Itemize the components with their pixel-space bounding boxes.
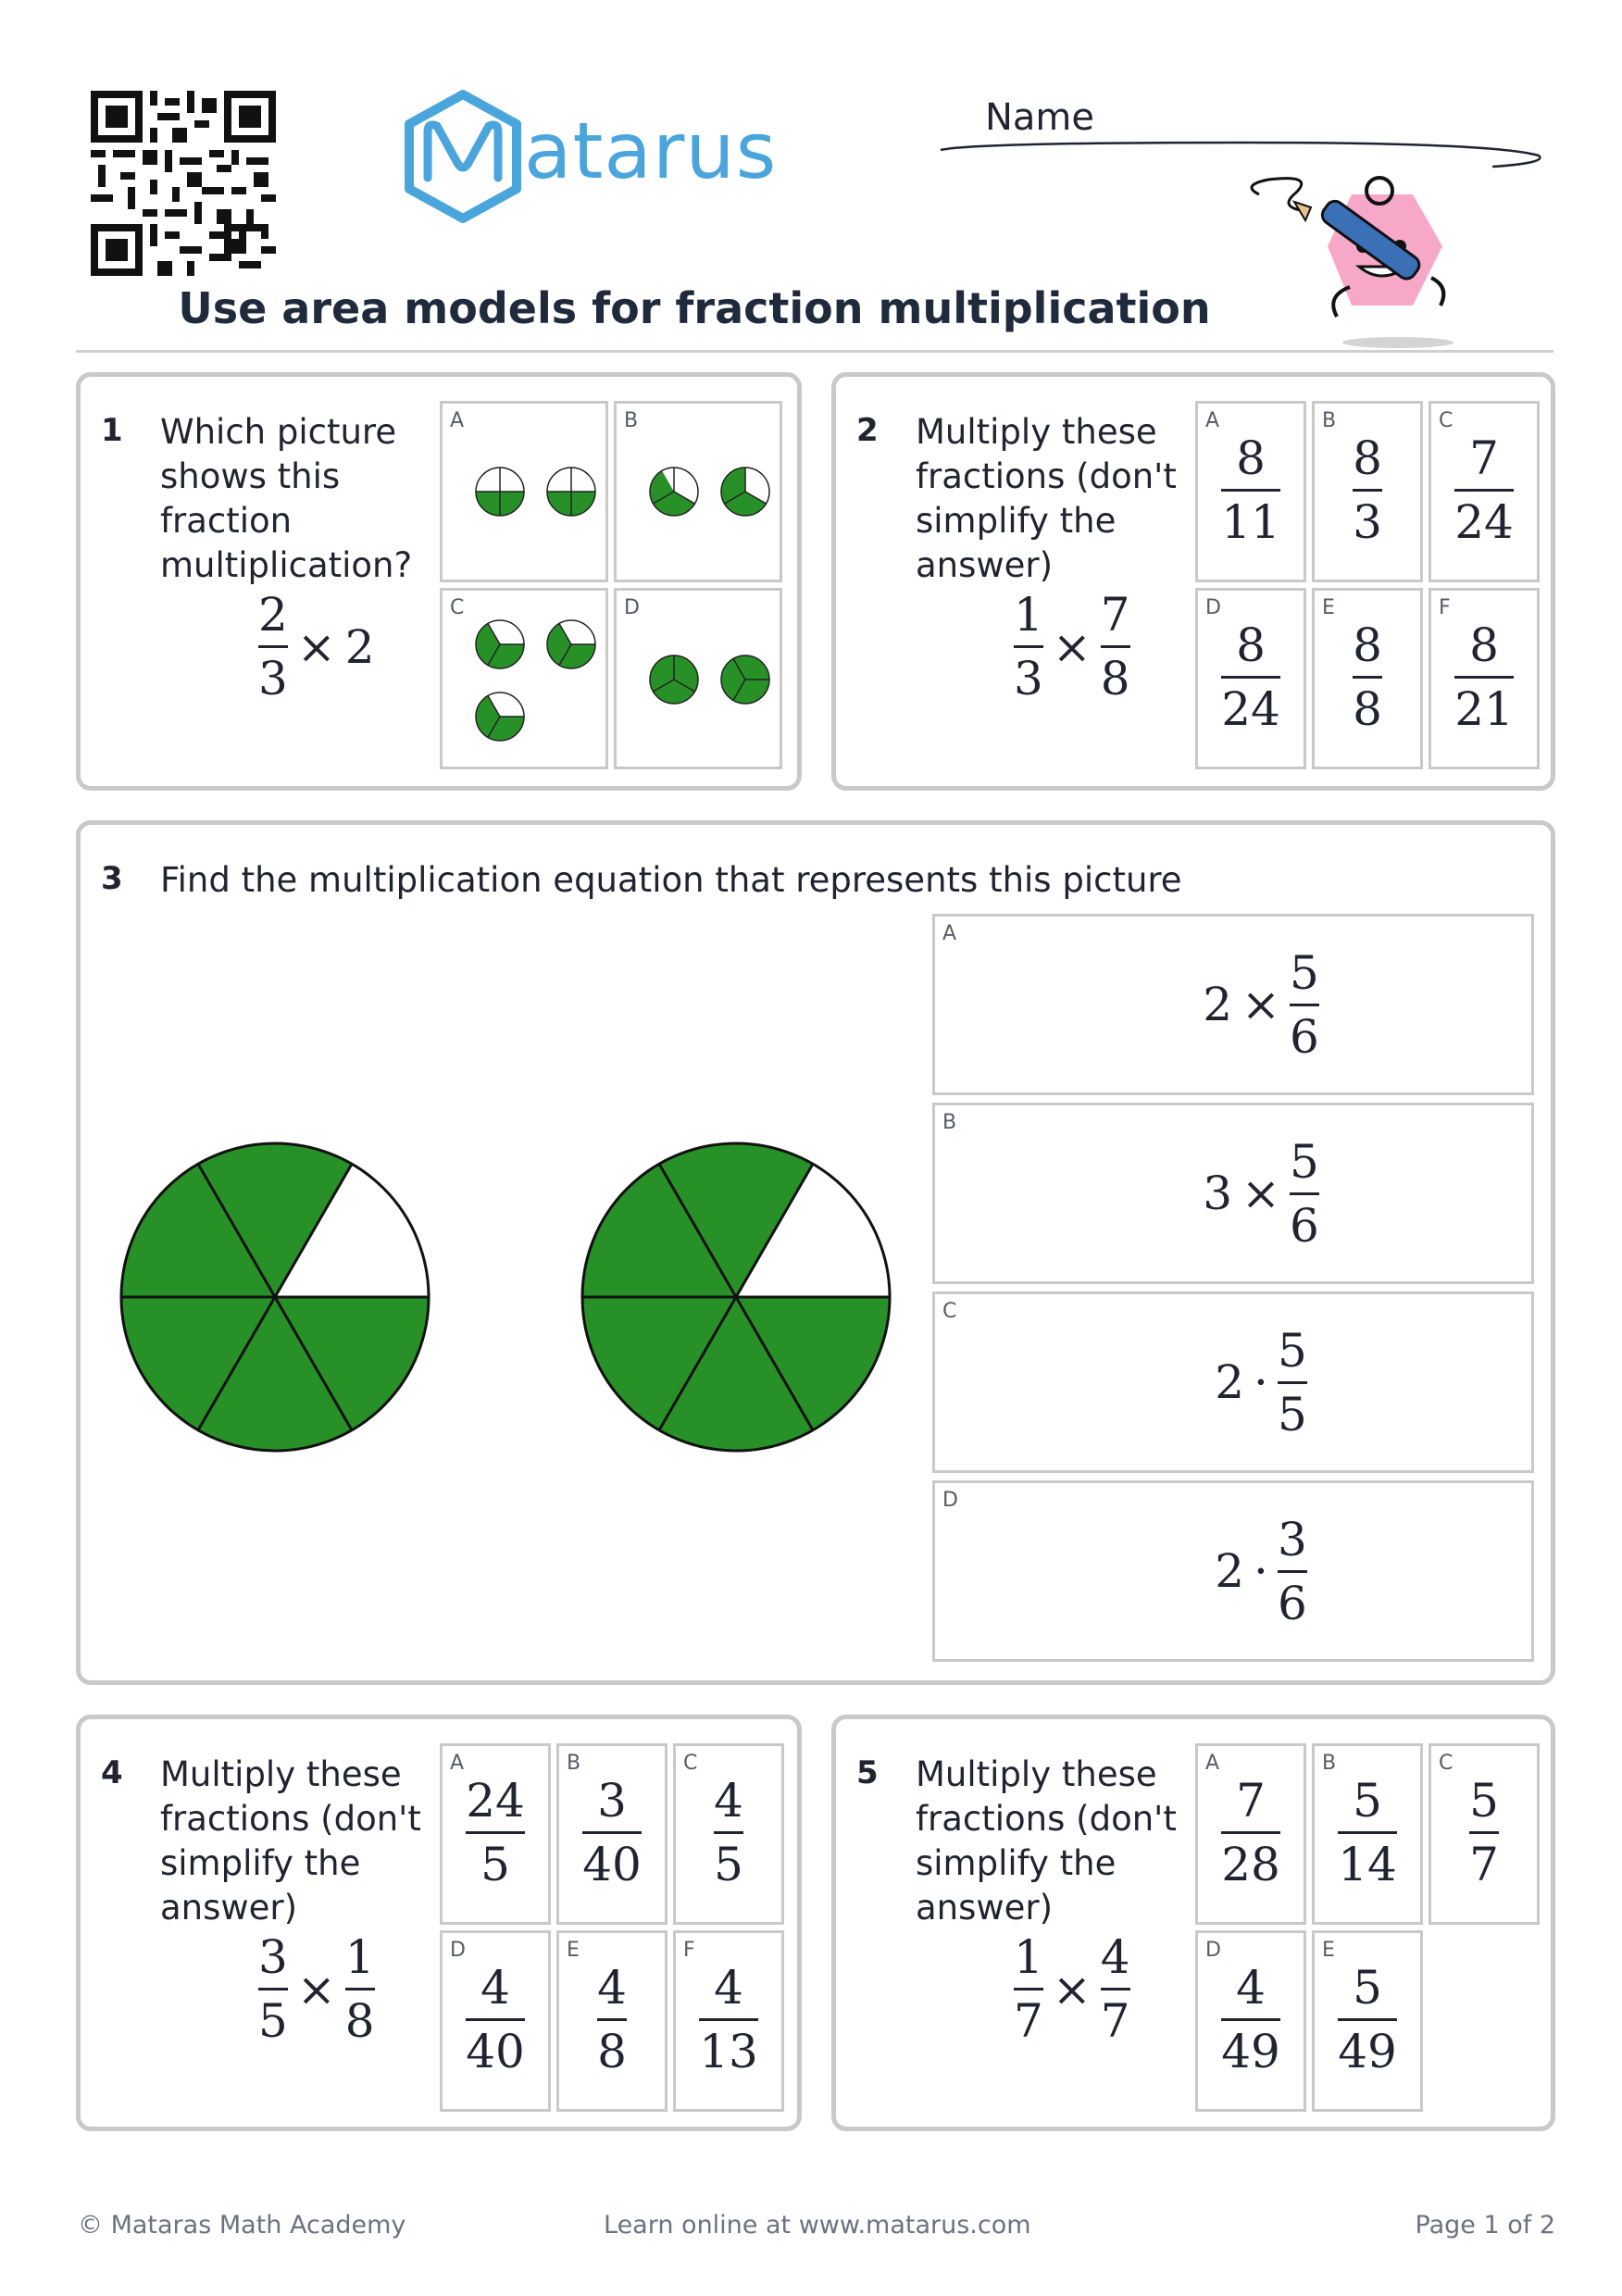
option-c[interactable]: C $\frac{5}{7}$ bbox=[1429, 1743, 1540, 1925]
option-e[interactable]: E $\frac{5}{49}$ bbox=[1312, 1930, 1423, 2112]
question-1-panel bbox=[76, 372, 802, 791]
option-a[interactable]: A $\frac{7}{28}$ bbox=[1195, 1743, 1306, 1925]
option-a[interactable]: A $\frac{24}{5}$ bbox=[440, 1743, 551, 1925]
question-text: Find the multiplication equation that represents this picture bbox=[160, 860, 1182, 900]
option-c[interactable]: C $\frac{7}{24}$ bbox=[1429, 401, 1540, 582]
footer-page-number: Page 1 of 2 bbox=[1415, 2211, 1555, 2240]
question-4-panel bbox=[76, 1715, 802, 2131]
question-text: Multiply these fractions (don't simplify the answer) bbox=[916, 412, 1177, 585]
fraction-circles bbox=[443, 404, 611, 585]
option-b[interactable]: B $\frac{3}{40}$ bbox=[556, 1743, 668, 1925]
question-text: Multiply these fractions (don't simplify the answer) bbox=[916, 1754, 1177, 1928]
option-a[interactable]: A 2 × $\frac{5}{6}$ bbox=[932, 914, 1534, 1095]
option-b[interactable]: B $\frac{8}{3}$ bbox=[1312, 401, 1423, 582]
question-2-panel bbox=[831, 372, 1555, 791]
question-5-panel bbox=[831, 1715, 1555, 2131]
question-expression: $\frac{1}{3}$ × $\frac{7}{8}$ bbox=[1014, 588, 1130, 705]
option-d[interactable]: D $\frac{4}{49}$ bbox=[1195, 1930, 1306, 2112]
option-e[interactable]: E $\frac{4}{8}$ bbox=[556, 1930, 668, 2112]
fraction-circles bbox=[617, 404, 785, 585]
option-b[interactable]: B $\frac{5}{14}$ bbox=[1312, 1743, 1423, 1925]
title-divider bbox=[76, 350, 1553, 353]
question-number: 3 bbox=[101, 860, 123, 897]
footer-website-link[interactable]: Learn online at www.matarus.com bbox=[604, 2211, 1031, 2240]
fraction-picture bbox=[108, 1130, 905, 1464]
option-f[interactable]: F $\frac{4}{13}$ bbox=[673, 1930, 784, 2112]
option-d[interactable]: D $\frac{4}{40}$ bbox=[440, 1930, 551, 2112]
logo-text: atarus bbox=[524, 106, 778, 196]
option-c[interactable]: C 2 · $\frac{5}{5}$ bbox=[932, 1292, 1534, 1473]
question-number: 1 bbox=[101, 412, 123, 449]
question-3-panel bbox=[76, 820, 1555, 1685]
fraction-circles bbox=[443, 591, 611, 772]
option-e[interactable]: E $\frac{8}{8}$ bbox=[1312, 588, 1423, 769]
option-d[interactable]: D 2 · $\frac{3}{6}$ bbox=[932, 1480, 1534, 1662]
option-b[interactable]: B bbox=[614, 401, 782, 582]
question-expression: $\frac{2}{3}$ × 2 bbox=[258, 588, 375, 705]
question-number: 5 bbox=[856, 1754, 879, 1791]
footer-copyright: © Mataras Math Academy bbox=[78, 2211, 406, 2240]
question-expression: $\frac{1}{7}$ × $\frac{4}{7}$ bbox=[1014, 1930, 1130, 2048]
question-text: Multiply these fractions (don't simplify the answer) bbox=[160, 1754, 421, 1928]
fraction-circles bbox=[617, 591, 785, 772]
option-c[interactable]: C bbox=[440, 588, 608, 769]
question-number: 2 bbox=[856, 412, 879, 449]
qr-code bbox=[91, 91, 276, 276]
page-title: Use area models for fraction multiplication bbox=[178, 283, 1211, 333]
option-b[interactable]: B 3 × $\frac{5}{6}$ bbox=[932, 1103, 1534, 1284]
question-expression: $\frac{3}{5}$ × $\frac{1}{8}$ bbox=[258, 1930, 375, 2048]
option-c[interactable]: C $\frac{4}{5}$ bbox=[673, 1743, 784, 1925]
option-d[interactable]: D $\frac{8}{24}$ bbox=[1195, 588, 1306, 769]
option-d[interactable]: D bbox=[614, 588, 782, 769]
name-label: Name bbox=[985, 96, 1095, 139]
option-f[interactable]: F $\frac{8}{21}$ bbox=[1429, 588, 1540, 769]
question-number: 4 bbox=[101, 1754, 123, 1791]
option-a[interactable]: A bbox=[440, 401, 608, 582]
question-text: Which picture shows this fraction multiplication? bbox=[160, 412, 413, 585]
option-a[interactable]: A $\frac{8}{11}$ bbox=[1195, 401, 1306, 582]
